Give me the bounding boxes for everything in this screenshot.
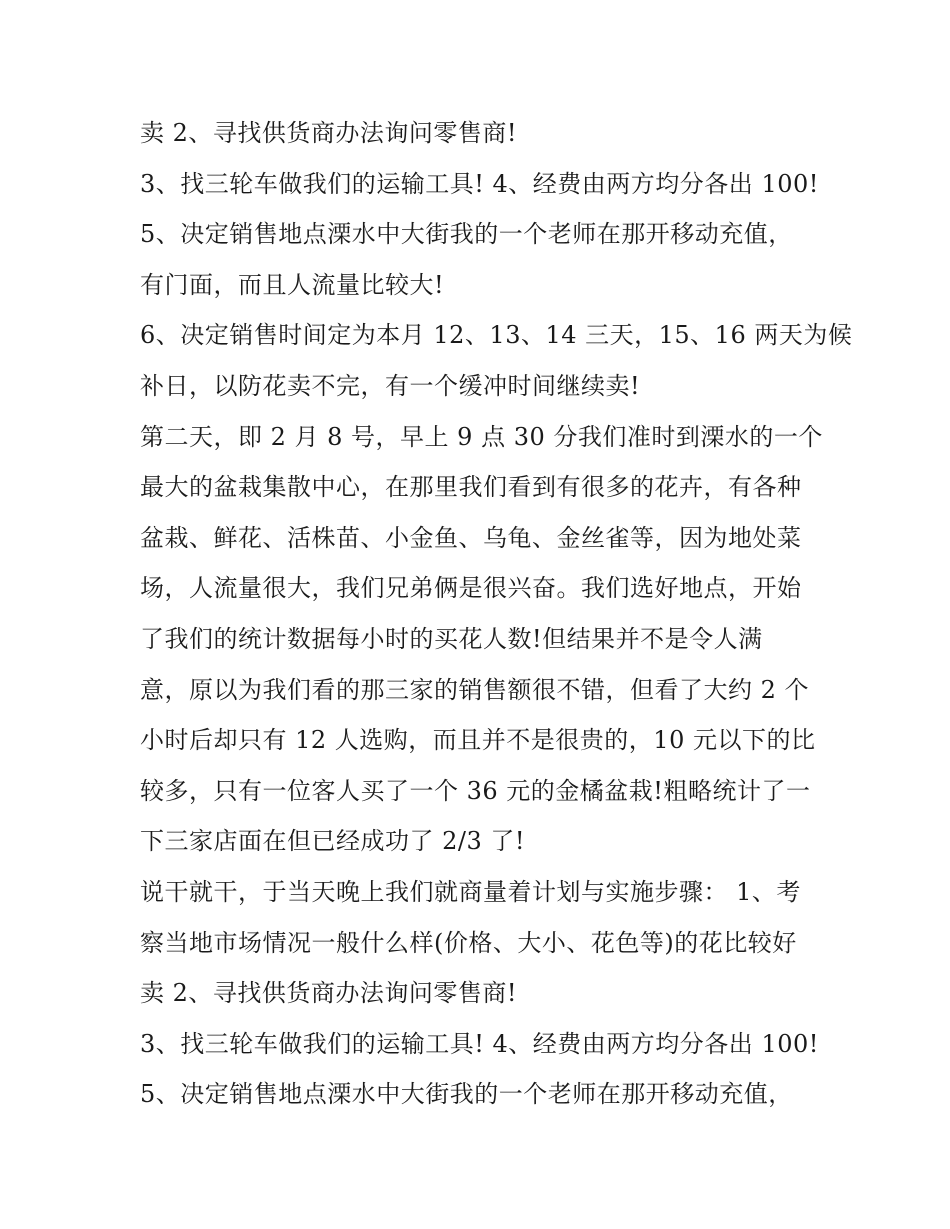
text-line: 下三家店面在但已经成功了 2/3 了! xyxy=(140,827,526,856)
text-line: 3、找三轮车做我们的运输工具! 4、经费由两方均分各出 100! xyxy=(140,169,819,198)
text-line: 5、决定销售地点溧水中大街我的一个老师在那开移动充值， xyxy=(140,220,793,249)
text-line: 卖 2、寻找供货商办法询问零售商! xyxy=(140,979,518,1008)
text-line: 较多，只有一位客人买了一个 36 元的金橘盆栽!粗略统计了一 xyxy=(140,776,811,805)
text-line: 说干就干，于当天晚上我们就商量着计划与实施步骤： 1、考 xyxy=(140,877,801,906)
text-line: 有门面，而且人流量比较大! xyxy=(140,270,445,299)
text-line: 第二天，即 2 月 8 号，早上 9 点 30 分我们准时到溧水的一个 xyxy=(140,422,823,451)
text-line: 6、决定销售时间定为本月 12、13、14 三天，15、16 两天为候 xyxy=(140,321,853,350)
text-line: 盆栽、鲜花、活株苗、小金鱼、乌龟、金丝雀等，因为地处菜 xyxy=(140,523,802,552)
document-body xyxy=(140,108,853,1120)
text-line: 5、决定销售地点溧水中大街我的一个老师在那开移动充值， xyxy=(140,1080,793,1109)
text-line: 3、找三轮车做我们的运输工具! 4、经费由两方均分各出 100! xyxy=(140,1029,819,1058)
text-line: 卖 2、寻找供货商办法询问零售商! xyxy=(140,119,518,147)
text-line: 最大的盆栽集散中心，在那里我们看到有很多的花卉，有各种 xyxy=(140,473,802,502)
text-line: 察当地市场情况一般什么样(价格、大小、花色等)的花比较好 xyxy=(140,928,797,957)
text-line: 场，人流量很大，我们兄弟俩是很兴奋。我们选好地点，开始 xyxy=(140,574,802,603)
text-line: 了我们的统计数据每小时的买花人数!但结果并不是令人满 xyxy=(140,624,763,653)
text-line: 补日，以防花卖不完，有一个缓冲时间继续卖! xyxy=(140,371,641,400)
text-line: 小时后却只有 12 人选购，而且并不是很贵的，10 元以下的比 xyxy=(140,726,816,755)
text-line: 意，原以为我们看的那三家的销售额很不错，但看了大约 2 个 xyxy=(140,675,810,704)
